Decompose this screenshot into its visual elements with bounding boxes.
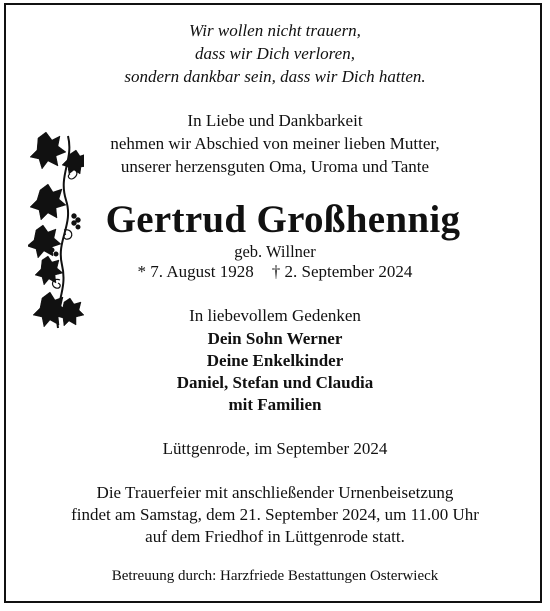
mourner-line-2: Deine Enkelkinder bbox=[206, 351, 344, 370]
mourner-line-1: Dein Sohn Werner bbox=[207, 329, 343, 348]
funeral-line-2: findet am Samstag, dem 21. September 2024, um 11.00 Uhr bbox=[71, 505, 479, 524]
motto-line-1: Wir wollen nicht trauern, bbox=[189, 21, 361, 40]
birth-date: * 7. August 1928 bbox=[137, 262, 254, 281]
funeral-service-credit: Betreuung durch: Harzfriede Bestattungen Osterwieck bbox=[111, 568, 439, 584]
mourner-line-4: mit Familien bbox=[228, 395, 322, 414]
birth-name: geb. Willner bbox=[234, 242, 316, 261]
place-date: Lüttgenrode, im September 2024 bbox=[162, 439, 388, 458]
motto-line-3: sondern dankbar sein, dass wir Dich hatten. bbox=[124, 67, 426, 86]
intro-line-1: In Liebe und Dankbarkeit bbox=[187, 111, 363, 130]
intro-line-3: unserer herzensguten Oma, Uroma und Tante bbox=[120, 157, 430, 176]
life-dates bbox=[0, 261, 550, 283]
intro-line-2: nehmen wir Abschied von meiner lieben Mutter, bbox=[110, 134, 440, 153]
deceased-name: Gertrud Großhennig bbox=[105, 198, 461, 241]
death-date: † 2. September 2024 bbox=[271, 262, 413, 281]
motto-line-2: dass wir Dich verloren, bbox=[195, 44, 355, 63]
funeral-line-1: Die Trauerfeier mit anschließender Urnenbeisetzung bbox=[96, 483, 454, 502]
mourner-line-3: Daniel, Stefan und Claudia bbox=[176, 373, 374, 392]
mourners-lead: In liebevollem Gedenken bbox=[189, 306, 361, 325]
funeral-line-3: auf dem Friedhof in Lüttgenrode statt. bbox=[145, 527, 405, 546]
